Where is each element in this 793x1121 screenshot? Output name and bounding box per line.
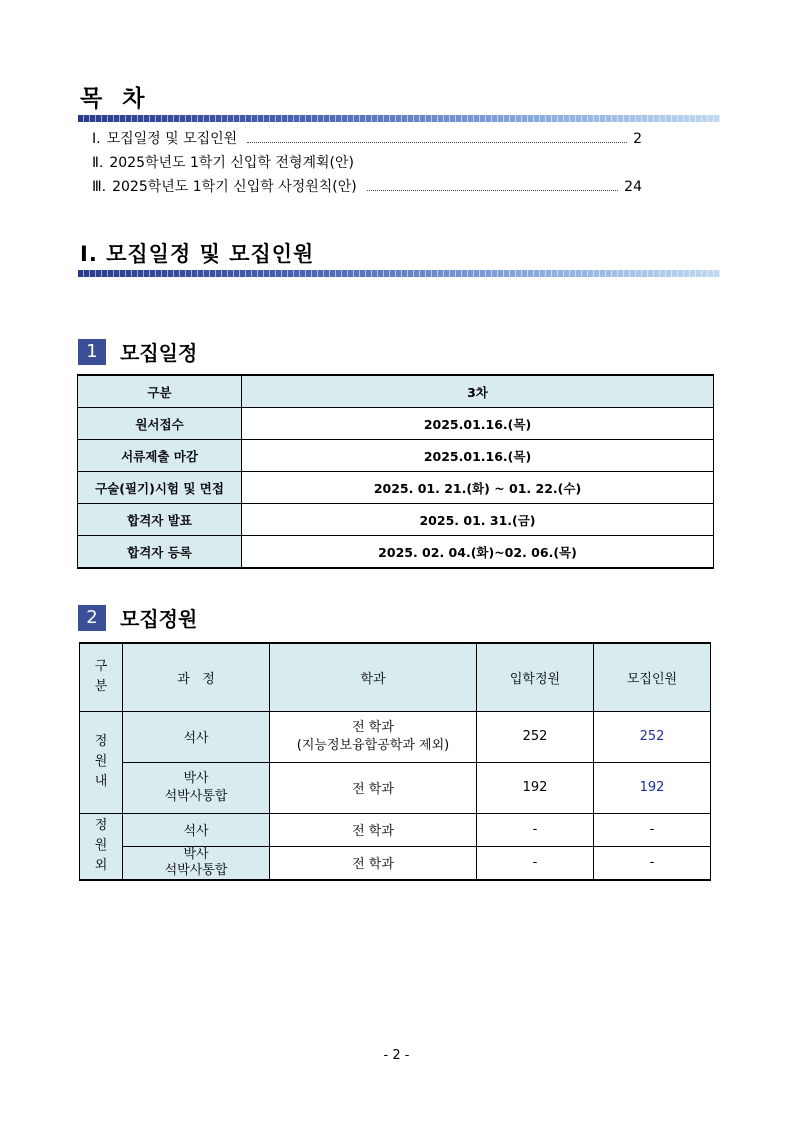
quota-dept: 전 학과 xyxy=(270,846,477,880)
quota-dept: 전 학과 (지능정보융합공학과 제외) xyxy=(270,711,477,762)
quota-group-label: 정 원 외 xyxy=(80,813,123,880)
quota-course: 박사 석박사통합 xyxy=(123,846,270,880)
section-title xyxy=(80,238,314,268)
quota-recruit: - xyxy=(594,813,711,846)
quota-course: 석사 xyxy=(123,813,270,846)
toc-item[interactable] xyxy=(92,128,642,152)
toc-item-label: 2025학년도 1학기 신입학 전형계획(안) xyxy=(109,155,354,171)
quota-table xyxy=(79,642,711,881)
quota-course: 박사 석박사통합 xyxy=(123,762,270,813)
table-header-cell: 과 정 xyxy=(123,643,270,711)
quota-admit: 252 xyxy=(477,711,594,762)
toc-leader-dots xyxy=(367,189,618,191)
quota-heading xyxy=(78,603,197,632)
table-header-cell: 3차 xyxy=(242,375,714,408)
schedule-item-date: 2025. 01. 21.(화) ~ 01. 22.(수) xyxy=(242,472,714,504)
toc-title: 목 차 xyxy=(80,86,151,112)
table-header-row xyxy=(78,375,714,408)
schedule-table xyxy=(77,374,714,569)
schedule-number-badge: 1 xyxy=(78,339,106,365)
toc-item-page: 2 xyxy=(633,131,642,147)
table-row xyxy=(80,813,711,846)
section-number: Ⅰ. xyxy=(80,242,98,266)
toc-item[interactable] xyxy=(92,176,642,200)
toc-list xyxy=(92,128,642,200)
toc-item-label: 모집일정 및 모집인원 xyxy=(106,131,238,147)
title-rule xyxy=(78,115,720,122)
toc-item-label: 2025학년도 1학기 신입학 사정원칙(안) xyxy=(112,179,357,195)
table-row xyxy=(78,472,714,504)
quota-recruit: 252 xyxy=(594,711,711,762)
toc-item-number: Ⅱ. xyxy=(92,155,104,171)
schedule-item-label: 합격자 발표 xyxy=(78,504,242,536)
schedule-title: 모집일정 xyxy=(120,341,198,365)
schedule-heading xyxy=(78,337,197,366)
table-row xyxy=(78,408,714,440)
quota-admit: 192 xyxy=(477,762,594,813)
quota-recruit: - xyxy=(594,846,711,880)
table-row xyxy=(78,536,714,569)
schedule-item-label: 구술(필기)시험 및 면접 xyxy=(78,472,242,504)
schedule-item-label: 합격자 등록 xyxy=(78,536,242,569)
schedule-item-date: 2025. 02. 04.(화)~02. 06.(목) xyxy=(242,536,714,569)
table-row xyxy=(80,846,711,880)
table-header-cell: 구 분 xyxy=(80,643,123,711)
table-row xyxy=(80,711,711,762)
schedule-item-date: 2025. 01. 31.(금) xyxy=(242,504,714,536)
quota-dept: 전 학과 xyxy=(270,813,477,846)
schedule-item-label: 원서접수 xyxy=(78,408,242,440)
quota-recruit: 192 xyxy=(594,762,711,813)
table-header-row xyxy=(80,643,711,711)
quota-title: 모집정원 xyxy=(120,607,198,631)
table-header-cell: 입학정원 xyxy=(477,643,594,711)
quota-course: 석사 xyxy=(123,711,270,762)
table-row xyxy=(80,762,711,813)
toc-item-number: Ⅰ. xyxy=(92,131,101,147)
schedule-item-date: 2025.01.16.(목) xyxy=(242,408,714,440)
toc-item-page: 24 xyxy=(624,179,642,195)
quota-dept: 전 학과 xyxy=(270,762,477,813)
table-header-cell: 모집인원 xyxy=(594,643,711,711)
quota-number-badge: 2 xyxy=(78,605,106,631)
section-rule xyxy=(78,270,720,277)
toc-leader-dots xyxy=(247,141,627,143)
quota-admit: - xyxy=(477,813,594,846)
table-header-cell: 구분 xyxy=(78,375,242,408)
page-number: - 2 - xyxy=(383,1048,410,1063)
section-label: 모집일정 및 모집인원 xyxy=(106,242,315,266)
schedule-item-date: 2025.01.16.(목) xyxy=(242,440,714,472)
table-header-cell: 학과 xyxy=(270,643,477,711)
toc-item-number: Ⅲ. xyxy=(92,179,107,195)
quota-admit: - xyxy=(477,846,594,880)
schedule-item-label: 서류제출 마감 xyxy=(78,440,242,472)
table-row xyxy=(78,504,714,536)
toc-item[interactable] xyxy=(92,152,642,176)
quota-group-label: 정 원 내 xyxy=(80,711,123,813)
table-row xyxy=(78,440,714,472)
